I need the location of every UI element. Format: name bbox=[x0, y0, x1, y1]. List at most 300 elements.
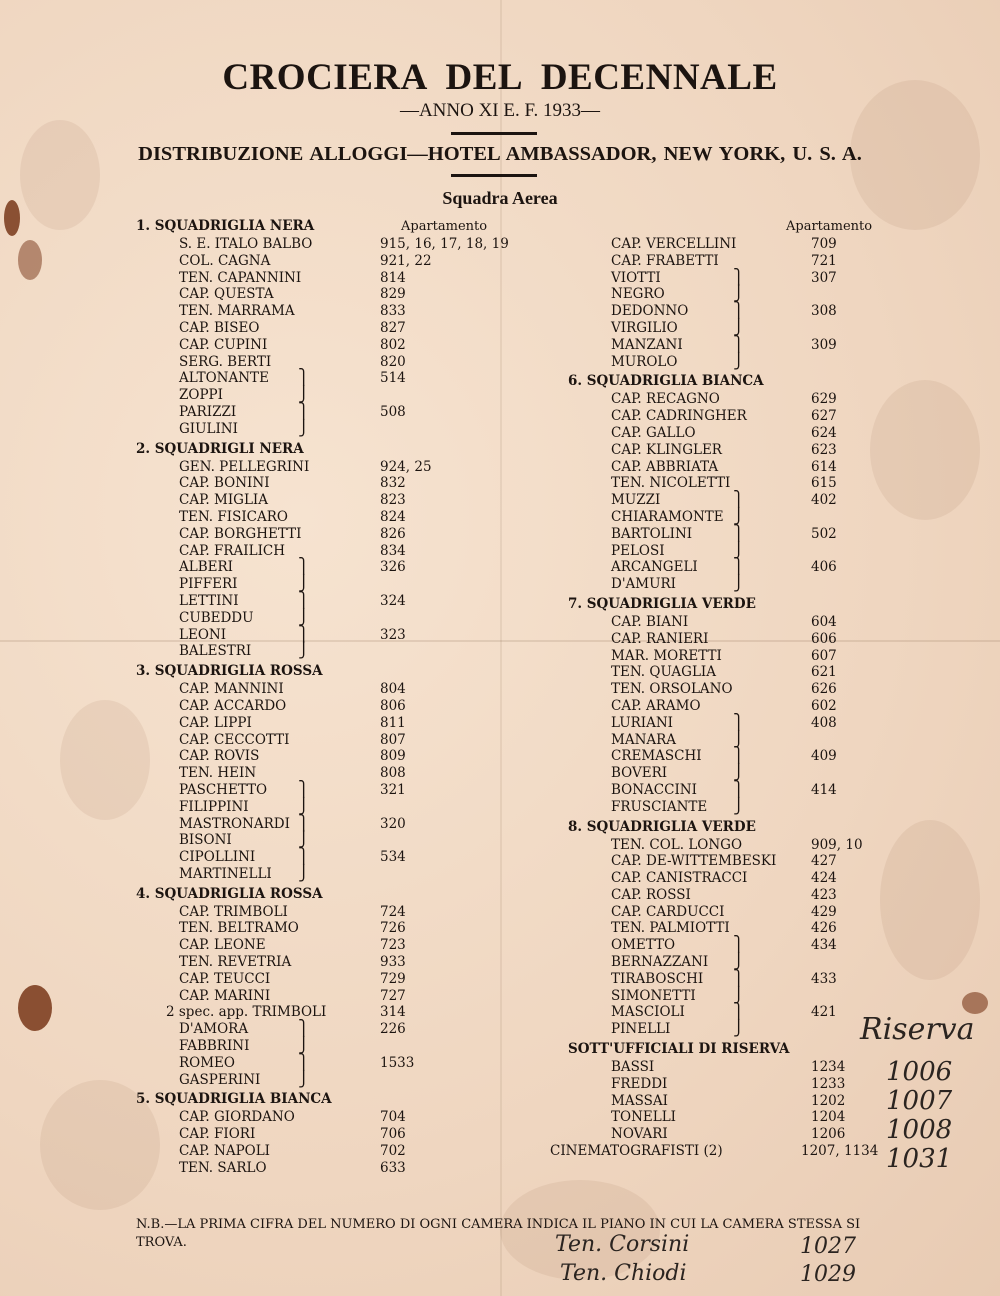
water-stain bbox=[20, 120, 100, 230]
roster-row bbox=[136, 681, 516, 698]
apartment-number: 320 bbox=[380, 815, 406, 832]
apartment-number: 723 bbox=[380, 937, 406, 954]
section-heading: 4. SQUADRIGLIA ROSSA bbox=[136, 885, 323, 902]
brace-mark: ⎫ bbox=[733, 334, 745, 353]
right-column bbox=[550, 216, 898, 1160]
apartment-number: 808 bbox=[380, 765, 406, 782]
roster-row bbox=[136, 988, 516, 1005]
apartment-number: 807 bbox=[380, 731, 406, 748]
apartment-number: 626 bbox=[811, 681, 837, 698]
handwritten-number: 1006 bbox=[886, 1057, 953, 1087]
person-name: NEGRO bbox=[611, 286, 665, 303]
rust-mark bbox=[18, 985, 52, 1031]
person-name: BONACCINI bbox=[611, 781, 697, 798]
left-column bbox=[136, 216, 516, 1177]
brace-mark: ⎫ bbox=[298, 1019, 310, 1038]
apartment-number: 623 bbox=[811, 441, 837, 458]
handwritten-number: 1031 bbox=[886, 1144, 953, 1174]
person-name: CAP. ABBRIATA bbox=[611, 458, 719, 475]
apartment-number: 534 bbox=[380, 849, 406, 866]
apartment-number: 502 bbox=[811, 525, 837, 542]
apartment-number: 726 bbox=[380, 920, 406, 937]
roster-row bbox=[136, 607, 516, 627]
brace-mark: ⎫ bbox=[733, 301, 745, 320]
brace-mark: ⎫ bbox=[733, 746, 745, 765]
person-name: MASCIOLI bbox=[611, 1004, 685, 1021]
brace-mark: ⎫ bbox=[733, 523, 745, 542]
person-name: MASSAI bbox=[611, 1092, 668, 1109]
person-name: ROMEO bbox=[179, 1054, 235, 1071]
roster-row bbox=[568, 1109, 898, 1126]
person-name: CAP. KLINGLER bbox=[611, 441, 722, 458]
person-name: COL. CAGNA bbox=[179, 252, 271, 269]
brace-mark: ⎫ bbox=[298, 847, 310, 866]
roster-row bbox=[136, 920, 516, 937]
person-name: FILIPPINI bbox=[179, 798, 249, 815]
person-name: D'AMORA bbox=[179, 1021, 249, 1038]
roster-row bbox=[568, 391, 898, 408]
apartment-number: 402 bbox=[811, 492, 837, 509]
apartment-number: 811 bbox=[380, 714, 406, 731]
roster-row bbox=[568, 664, 898, 681]
roster-row bbox=[136, 1109, 516, 1126]
apartment-number: 308 bbox=[811, 303, 837, 320]
roster-row bbox=[136, 971, 516, 988]
person-name: FRUSCIANTE bbox=[611, 798, 708, 815]
brace-mark: ⎭ bbox=[733, 1019, 745, 1038]
person-name: CAP. GIORDANO bbox=[179, 1109, 295, 1126]
divider-rule bbox=[451, 174, 537, 177]
brace-mark: ⎭ bbox=[298, 1036, 310, 1055]
apartment-number: 826 bbox=[380, 525, 406, 542]
roster-row bbox=[136, 863, 516, 883]
section-heading: 3. SQUADRIGLIA ROSSA bbox=[136, 663, 323, 680]
apartment-number: 1234 bbox=[811, 1059, 846, 1076]
person-name: D'AMURI bbox=[611, 576, 676, 593]
apartment-number: 729 bbox=[380, 970, 406, 987]
apartment-number: 508 bbox=[380, 403, 406, 420]
apartment-number: 408 bbox=[811, 714, 837, 731]
person-name: SERG. BERTI bbox=[179, 353, 272, 370]
person-name: CAP. DE-WITTEMBESKI bbox=[611, 853, 777, 870]
apartment-number: 1533 bbox=[380, 1054, 415, 1071]
brace-mark: ⎭ bbox=[298, 863, 310, 882]
roster-row bbox=[568, 887, 898, 904]
person-name: CREMASCHI bbox=[611, 748, 702, 765]
brace-mark: ⎫ bbox=[733, 557, 745, 576]
person-name: CAP. FRABETTI bbox=[611, 252, 719, 269]
roster-row bbox=[136, 765, 516, 782]
apartment-number: 702 bbox=[380, 1143, 406, 1160]
brace-mark: ⎫ bbox=[733, 779, 745, 798]
person-name: MASTRONARDI bbox=[179, 815, 290, 832]
person-name: CAP. CANISTRACCI bbox=[611, 870, 748, 887]
person-name: CAP. ARAMO bbox=[611, 697, 701, 714]
section-heading: 7. SQUADRIGLIA VERDE bbox=[568, 595, 756, 612]
roster-row bbox=[136, 459, 516, 476]
apartment-number: 909, 10 bbox=[811, 836, 863, 853]
brace-mark: ⎭ bbox=[298, 574, 310, 593]
roster-row bbox=[136, 732, 516, 749]
apartment-number: 1202 bbox=[811, 1092, 846, 1109]
brace-mark: ⎫ bbox=[733, 935, 745, 954]
roster-row bbox=[568, 459, 898, 476]
section-heading: 1. SQUADRIGLIA NERA bbox=[136, 218, 315, 234]
apartment-number: 414 bbox=[811, 781, 837, 798]
apartment-number: 323 bbox=[380, 626, 406, 643]
roster-row bbox=[136, 286, 516, 303]
person-name: S. E. ITALO BALBO bbox=[179, 236, 313, 252]
person-name: ALTONANTE bbox=[179, 370, 269, 387]
handwritten-riserva: Riserva bbox=[860, 1012, 975, 1047]
apartment-number: 706 bbox=[380, 1126, 406, 1143]
roster-row bbox=[136, 1143, 516, 1160]
apartment-number: 429 bbox=[811, 903, 837, 920]
person-name: TEN. COL. LONGO bbox=[611, 836, 743, 853]
person-name: PARIZZI bbox=[179, 403, 237, 420]
roster-row bbox=[136, 1052, 516, 1072]
brace-mark: ⎭ bbox=[733, 729, 745, 748]
brace-mark: ⎫ bbox=[733, 968, 745, 987]
roster-row bbox=[136, 509, 516, 526]
person-name: TONELLI bbox=[611, 1109, 677, 1126]
person-name: TEN. NICOLETTI bbox=[611, 475, 731, 492]
apartment-number: 602 bbox=[811, 697, 837, 714]
brace-mark: ⎫ bbox=[733, 1002, 745, 1021]
person-name: GIULINI bbox=[179, 420, 238, 437]
roster-row bbox=[136, 303, 516, 320]
person-name: TIRABOSCHI bbox=[611, 970, 704, 987]
apartment-number: 307 bbox=[811, 269, 837, 286]
apartment-number: 709 bbox=[811, 236, 837, 252]
roster-row bbox=[568, 576, 898, 593]
roster-row bbox=[136, 576, 516, 593]
roster-row bbox=[136, 1038, 516, 1055]
roster-row bbox=[136, 270, 516, 287]
brace-mark: ⎫ bbox=[298, 590, 310, 609]
roster-row bbox=[136, 1069, 516, 1089]
roster-row bbox=[136, 643, 516, 660]
person-name: CAP. ROVIS bbox=[179, 748, 260, 765]
apartment-number: 915, 16, 17, 18, 19 bbox=[380, 236, 509, 252]
roster-row bbox=[136, 236, 516, 253]
brace-mark: ⎭ bbox=[298, 418, 310, 437]
person-name: CAP. TRIMBOLI bbox=[179, 903, 288, 920]
person-name: CAP. GALLO bbox=[611, 424, 696, 441]
person-name: TEN. FISICARO bbox=[179, 508, 288, 525]
person-name: CAP. TEUCCI bbox=[179, 970, 271, 987]
roster-row bbox=[136, 1021, 516, 1038]
apartment-number: 434 bbox=[811, 937, 837, 954]
roster-row bbox=[136, 590, 516, 610]
roster-row bbox=[136, 954, 516, 971]
person-name: MANZANI bbox=[611, 336, 683, 353]
apartment-number: 1206 bbox=[811, 1126, 846, 1143]
apartment-number: 823 bbox=[380, 492, 406, 509]
roster-row bbox=[568, 1021, 898, 1038]
apartment-number: 409 bbox=[811, 748, 837, 765]
person-name: CINEMATOGRAFISTI (2) bbox=[550, 1143, 723, 1160]
person-name: CAP. ACCARDO bbox=[179, 697, 287, 714]
apartment-number: 423 bbox=[811, 886, 837, 903]
roster-row bbox=[568, 236, 898, 253]
person-name: VIRGILIO bbox=[611, 319, 678, 336]
apartment-number: 321 bbox=[380, 781, 406, 798]
person-name: LEONI bbox=[179, 626, 227, 643]
apartment-number: 326 bbox=[380, 559, 406, 576]
apartment-number: 1233 bbox=[811, 1075, 846, 1092]
handwritten-number: 1007 bbox=[886, 1086, 953, 1116]
person-name: PINELLI bbox=[611, 1021, 671, 1038]
apartment-number: 724 bbox=[380, 903, 406, 920]
apartment-number: 427 bbox=[811, 853, 837, 870]
roster-row bbox=[136, 937, 516, 954]
roster-row bbox=[568, 853, 898, 870]
person-name: CAP. RECAGNO bbox=[611, 391, 720, 408]
person-name: CAP. MIGLIA bbox=[179, 492, 268, 509]
person-name: CAP. LIPPI bbox=[179, 714, 252, 731]
person-name: DEDONNO bbox=[611, 303, 689, 320]
section-heading: 6. SQUADRIGLIA BIANCA bbox=[568, 373, 764, 390]
roster-row bbox=[568, 870, 898, 887]
apartment-number: 633 bbox=[380, 1159, 406, 1176]
roster-row bbox=[136, 1004, 516, 1021]
roster-row bbox=[136, 401, 516, 421]
roster-row bbox=[136, 715, 516, 732]
roster-row bbox=[136, 370, 516, 387]
person-name: TEN. REVETRIA bbox=[179, 954, 292, 971]
apartment-number: 834 bbox=[380, 542, 406, 559]
roster-row bbox=[136, 1126, 516, 1143]
section-heading: 5. SQUADRIGLIA BIANCA bbox=[136, 1091, 332, 1108]
roster-row bbox=[136, 320, 516, 337]
squadra-heading: Squadra Aerea bbox=[442, 188, 558, 208]
roster-row bbox=[136, 337, 516, 354]
roster-row bbox=[136, 624, 516, 644]
apartment-number: 226 bbox=[380, 1021, 406, 1038]
person-name: ALBERI bbox=[179, 559, 233, 576]
person-name: GASPERINI bbox=[179, 1071, 261, 1088]
apartment-column-header: Apartamento bbox=[401, 219, 488, 234]
person-name: FREDDI bbox=[611, 1075, 668, 1092]
apartment-number: 933 bbox=[380, 954, 406, 971]
person-name: MAR. MORETTI bbox=[611, 647, 722, 664]
apartment-number: 627 bbox=[811, 408, 837, 425]
person-name: CAP. MANNINI bbox=[179, 681, 284, 698]
person-name: MUROLO bbox=[611, 353, 678, 370]
person-name: GEN. PELLEGRINI bbox=[179, 458, 310, 475]
divider-rule bbox=[451, 132, 537, 135]
apartment-number: 433 bbox=[811, 970, 837, 987]
apartment-number: 406 bbox=[811, 559, 837, 576]
apartment-number: 833 bbox=[380, 303, 406, 320]
document-subtitle: —ANNO XI E. F. 1933— bbox=[399, 100, 601, 121]
person-name: CAP. BIANI bbox=[611, 613, 689, 630]
roster-row bbox=[568, 425, 898, 442]
person-name: PELOSI bbox=[611, 542, 665, 559]
roster-row bbox=[568, 681, 898, 698]
brace-mark: ⎫ bbox=[298, 557, 310, 576]
person-name: LETTINI bbox=[179, 592, 239, 609]
brace-mark: ⎭ bbox=[733, 284, 745, 303]
brace-mark: ⎭ bbox=[733, 952, 745, 971]
person-name: CAP. FRAILICH bbox=[179, 542, 286, 559]
person-name: SIMONETTI bbox=[611, 987, 696, 1004]
brace-mark: ⎭ bbox=[298, 1069, 310, 1088]
roster-row bbox=[136, 832, 516, 849]
document-title: CROCIERA DEL DECENNALE bbox=[222, 57, 778, 98]
roster-row bbox=[136, 849, 516, 866]
roster-row bbox=[568, 1059, 898, 1076]
document-heading: DISTRIBUZIONE ALLOGGI—HOTEL AMBASSADOR, NEW YORK, U. S. A. bbox=[138, 143, 862, 165]
roster-row bbox=[550, 1143, 898, 1160]
apartment-number: 607 bbox=[811, 647, 837, 664]
roster-row bbox=[568, 442, 898, 459]
brace-mark: ⎫ bbox=[298, 401, 310, 420]
roster-row bbox=[136, 698, 516, 715]
apartment-number: 426 bbox=[811, 920, 837, 937]
roster-row bbox=[136, 904, 516, 921]
roster-row bbox=[568, 631, 898, 648]
apartment-number: 624 bbox=[811, 424, 837, 441]
person-name: CHIARAMONTE bbox=[611, 508, 724, 525]
person-name: CIPOLLINI bbox=[179, 849, 256, 866]
person-name: BARTOLINI bbox=[611, 525, 693, 542]
apartment-number: 924, 25 bbox=[380, 458, 432, 475]
roster-row bbox=[136, 253, 516, 270]
brace-mark: ⎭ bbox=[733, 317, 745, 336]
person-name: 2 spec. app. TRIMBOLI bbox=[166, 1004, 327, 1021]
brace-mark: ⎫ bbox=[298, 813, 310, 832]
person-name: CAP. LEONE bbox=[179, 937, 266, 954]
person-name: CAP. MARINI bbox=[179, 987, 271, 1004]
roster-row bbox=[568, 712, 898, 732]
brace-mark: ⎭ bbox=[733, 574, 745, 593]
apartment-number: 606 bbox=[811, 630, 837, 647]
apartment-number: 421 bbox=[811, 1004, 837, 1021]
brace-mark: ⎭ bbox=[298, 385, 310, 404]
apartment-number: 514 bbox=[380, 370, 406, 387]
roster-row bbox=[568, 408, 898, 425]
person-name: BERNAZZANI bbox=[611, 954, 709, 971]
apartment-number: 424 bbox=[811, 870, 837, 887]
person-name: TEN. PALMIOTTI bbox=[611, 920, 730, 937]
apartment-number: 829 bbox=[380, 286, 406, 303]
person-name: BISONI bbox=[179, 832, 232, 849]
apartment-number: 814 bbox=[380, 269, 406, 286]
brace-mark: ⎫ bbox=[733, 712, 745, 731]
handwritten-chiodi: Ten. Chiodi bbox=[560, 1261, 687, 1286]
person-name: CAP. CUPINI bbox=[179, 336, 268, 353]
person-name: MARTINELLI bbox=[179, 865, 272, 882]
handwritten-corsini: Ten. Corsini bbox=[555, 1232, 690, 1257]
person-name: ZOPPI bbox=[179, 387, 223, 404]
apartment-number: 832 bbox=[380, 475, 406, 492]
roster-row bbox=[568, 837, 898, 854]
person-name: CAP. CECCOTTI bbox=[179, 731, 290, 748]
roster-row bbox=[568, 351, 898, 371]
section-heading: SOTT'UFFICIALI DI RISERVA bbox=[568, 1041, 790, 1058]
footnote: N.B.—LA PRIMA CIFRA DEL NUMERO DI OGNI CAMERA INDICA IL PIANO IN CUI LA CAMERA STESSA SI TROVA. bbox=[136, 1217, 861, 1250]
roster-row bbox=[136, 796, 516, 816]
person-name: CAP. BONINI bbox=[179, 475, 270, 492]
apartment-number: 1207, 1134 bbox=[801, 1143, 879, 1160]
brace-mark: ⎭ bbox=[733, 763, 745, 782]
person-name: CAP. CADRINGHER bbox=[611, 408, 747, 425]
apartment-number: 314 bbox=[380, 1004, 406, 1021]
person-name: CAP. NAPOLI bbox=[179, 1143, 271, 1160]
person-name: CAP. QUESTA bbox=[179, 286, 274, 303]
brace-mark: ⎭ bbox=[733, 351, 745, 370]
roster-row bbox=[136, 418, 516, 438]
person-name: CUBEDDU bbox=[179, 609, 254, 626]
person-name: NOVARI bbox=[611, 1126, 668, 1143]
roster-row bbox=[568, 1126, 898, 1143]
apartment-number: 704 bbox=[380, 1109, 406, 1126]
roster-row bbox=[568, 1076, 898, 1093]
handwritten-corsini-room: 1027 bbox=[800, 1234, 856, 1259]
person-name: TEN. CAPANNINI bbox=[179, 269, 302, 286]
brace-mark: ⎭ bbox=[733, 985, 745, 1004]
brace-mark: ⎭ bbox=[733, 506, 745, 525]
apartment-number: 614 bbox=[811, 458, 837, 475]
roster-row bbox=[568, 648, 898, 665]
person-name: PASCHETTO bbox=[179, 781, 268, 798]
person-name: CAP. BISEO bbox=[179, 319, 260, 336]
brace-mark: ⎫ bbox=[733, 267, 745, 286]
rust-mark bbox=[962, 992, 988, 1014]
handwritten-number: 1008 bbox=[886, 1115, 953, 1145]
roster-row bbox=[136, 492, 516, 509]
person-name: CAP. ROSSI bbox=[611, 886, 691, 903]
roster-row bbox=[136, 475, 516, 492]
section-heading: 8. SQUADRIGLIA VERDE bbox=[568, 818, 756, 835]
roster-row bbox=[568, 904, 898, 921]
apartment-number: 721 bbox=[811, 252, 837, 269]
roster-row bbox=[136, 779, 516, 799]
apartment-number: 621 bbox=[811, 664, 837, 681]
apartment-number: 604 bbox=[811, 613, 837, 630]
person-name: PIFFERI bbox=[179, 576, 238, 593]
person-name: VIOTTI bbox=[611, 269, 661, 286]
apartment-number: 629 bbox=[811, 391, 837, 408]
brace-mark: ⎫ bbox=[298, 779, 310, 798]
roster-row bbox=[136, 813, 516, 833]
brace-mark: ⎫ bbox=[298, 368, 310, 387]
person-name: TEN. BELTRAMO bbox=[179, 920, 299, 937]
roster-row bbox=[136, 354, 516, 371]
roster-row bbox=[568, 796, 898, 816]
person-name: MUZZI bbox=[611, 492, 661, 509]
brace-mark: ⎭ bbox=[733, 540, 745, 559]
apartment-number: 827 bbox=[380, 319, 406, 336]
person-name: TEN. QUAGLIA bbox=[611, 664, 717, 681]
roster-row bbox=[136, 387, 516, 404]
person-name: CAP. BORGHETTI bbox=[179, 525, 302, 542]
rust-mark bbox=[18, 240, 42, 280]
handwritten-numbers bbox=[886, 1058, 952, 1174]
apartment-column-header: Apartamento bbox=[786, 219, 873, 234]
apartment-number: 324 bbox=[380, 592, 406, 609]
person-name: BALESTRI bbox=[179, 643, 252, 660]
person-name: ARCANGELI bbox=[611, 559, 698, 576]
apartment-number: 820 bbox=[380, 353, 406, 370]
person-name: FABBRINI bbox=[179, 1038, 250, 1055]
person-name: BASSI bbox=[611, 1059, 655, 1076]
person-name: TEN. SARLO bbox=[179, 1159, 267, 1176]
roster-row bbox=[136, 526, 516, 543]
apartment-number: 806 bbox=[380, 697, 406, 714]
